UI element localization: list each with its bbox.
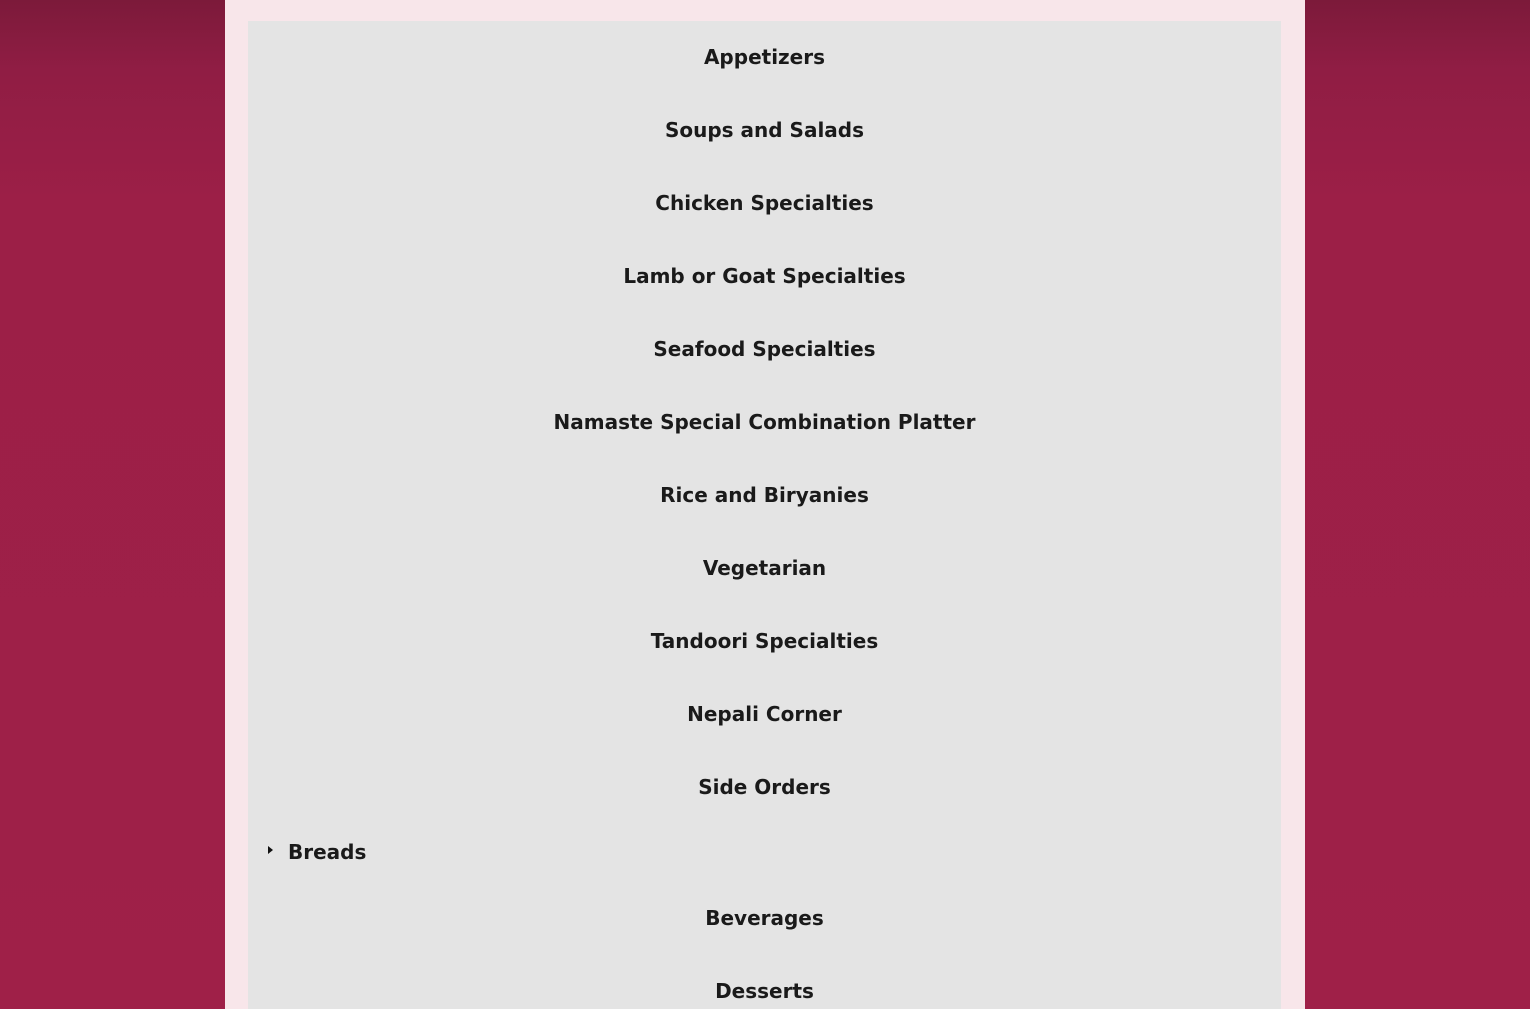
menu-item-combination-platter[interactable]: Namaste Special Combination Platter xyxy=(553,410,976,434)
menu-item-desserts[interactable]: Desserts xyxy=(715,979,814,1003)
caret-right-icon xyxy=(268,846,273,854)
menu-item-chicken-specialties[interactable]: Chicken Specialties xyxy=(655,191,874,215)
menu-item-lamb-or-goat-specialties[interactable]: Lamb or Goat Specialties xyxy=(623,264,906,288)
menu-category-list xyxy=(248,21,1281,1009)
menu-item-side-orders[interactable]: Side Orders xyxy=(698,775,831,799)
menu-item-appetizers[interactable]: Appetizers xyxy=(703,45,826,69)
menu-item-breads[interactable]: Breads xyxy=(288,840,367,864)
menu-item-tandoori-specialties[interactable]: Tandoori Specialties xyxy=(650,629,879,653)
page-container xyxy=(225,0,1305,1009)
menu-item-soups-and-salads[interactable]: Soups and Salads xyxy=(664,118,865,142)
menu-item-rice-and-biryanies[interactable]: Rice and Biryanies xyxy=(660,483,869,507)
menu-item-seafood-specialties[interactable]: Seafood Specialties xyxy=(653,337,876,361)
menu-item-vegetarian[interactable]: Vegetarian xyxy=(702,556,827,580)
menu-item-nepali-corner[interactable]: Nepali Corner xyxy=(687,702,842,726)
menu-item-beverages[interactable]: Beverages xyxy=(705,906,824,930)
